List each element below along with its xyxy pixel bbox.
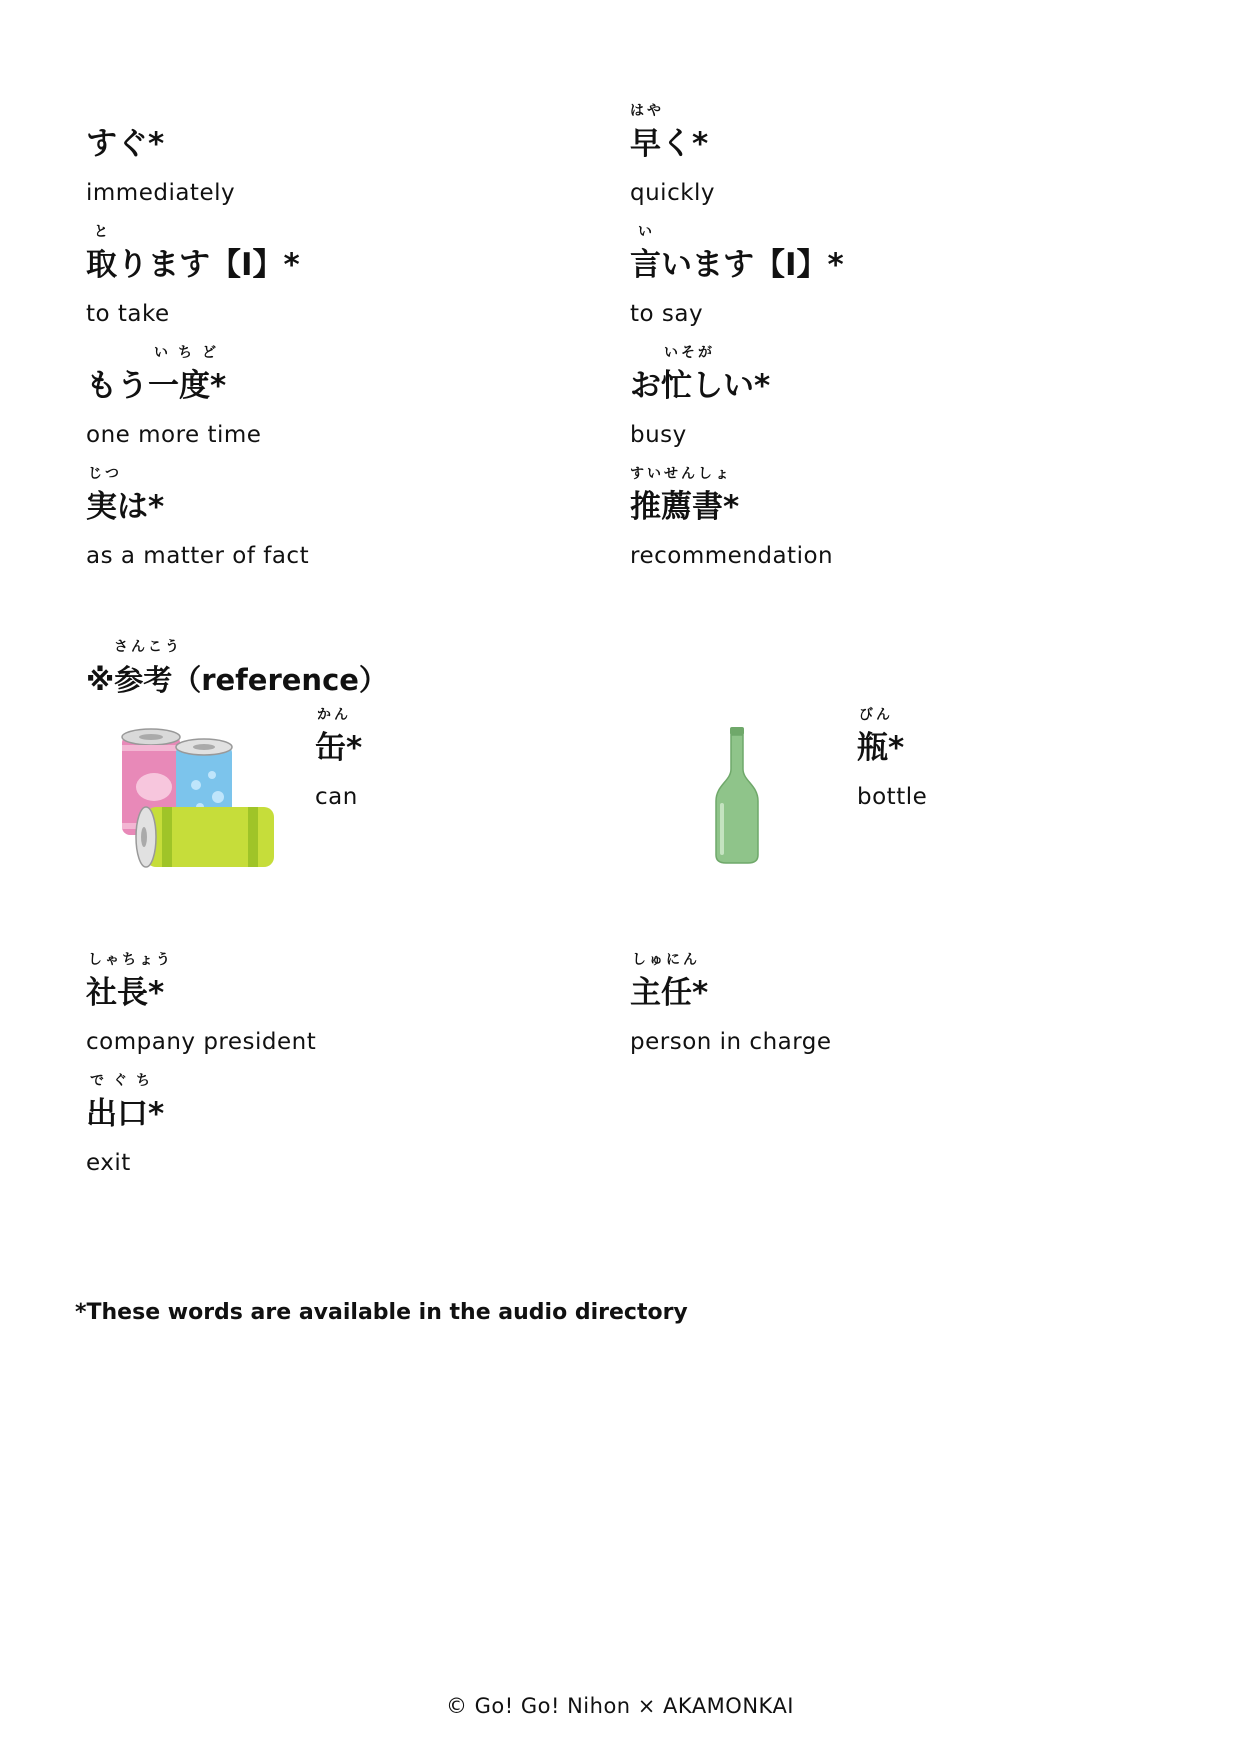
furigana: でぐち: [90, 1073, 159, 1089]
furigana: すいせんしょ: [630, 466, 732, 482]
cans-illustration: [114, 725, 284, 875]
vocab-entry: [630, 338, 1110, 450]
reference-term: [857, 700, 1240, 772]
vocab-word: 取ります【Ⅰ】*: [86, 247, 300, 283]
vocab-word: 推薦書*: [630, 489, 740, 525]
vocab-term: [630, 338, 1110, 410]
vocab-meaning: exit: [86, 1150, 131, 1176]
furigana: じつ: [88, 466, 122, 482]
reference-heading: [86, 632, 388, 704]
vocab-entry: [86, 96, 566, 208]
vocab-entry: [86, 1066, 566, 1178]
vocab-word: 社長*: [86, 975, 165, 1011]
vocab-entry: [630, 945, 1110, 1057]
vocab-entry: [630, 96, 1110, 208]
vocab-meaning: to take: [86, 301, 170, 327]
vocab-term: [86, 96, 566, 168]
vocab-entry: [86, 459, 566, 571]
vocab-entry: [86, 338, 566, 450]
vocab-word: もう一度*: [86, 368, 227, 404]
vocab-term: [86, 459, 566, 531]
vocab-meaning: company president: [86, 1029, 317, 1055]
vocab-meaning: immediately: [86, 180, 236, 206]
furigana: しゃちょう: [88, 952, 173, 968]
reference-entry: [857, 700, 1240, 812]
vocab-term: [630, 945, 1110, 1017]
vocab-word: 言います【Ⅰ】*: [630, 247, 844, 283]
furigana: はや: [630, 103, 664, 119]
vocab-meaning: person in charge: [630, 1029, 832, 1055]
furigana: びん: [859, 707, 893, 723]
vocab-term: [630, 96, 1110, 168]
vocab-term: [86, 217, 566, 289]
vocab-entry: [630, 459, 1110, 571]
vocab-meaning: recommendation: [630, 543, 834, 569]
furigana: かん: [317, 707, 351, 723]
vocab-word: すぐ*: [86, 126, 165, 162]
vocab-word: 早く*: [630, 126, 709, 162]
reference-word: 瓶*: [857, 730, 905, 766]
vocab-word: 実は*: [86, 489, 165, 525]
furigana: さんこう: [114, 639, 182, 655]
vocab-term: [86, 1066, 566, 1138]
furigana: い: [638, 224, 655, 240]
furigana: いそが: [664, 345, 715, 361]
vocab-term: [86, 945, 566, 1017]
audio-footnote: *These words are available in the audio directory: [75, 1300, 688, 1325]
vocab-word: お忙しい*: [630, 368, 771, 404]
vocab-meaning: busy: [630, 422, 687, 448]
reference-title: ※参考（reference）: [86, 663, 388, 697]
reference-meaning: can: [315, 784, 358, 810]
vocab-meaning: to say: [630, 301, 704, 327]
reference-term: [86, 632, 388, 704]
vocab-term: [630, 217, 1110, 289]
furigana: と: [94, 224, 111, 240]
furigana: いちど: [154, 345, 226, 361]
vocab-term: [630, 459, 1110, 531]
bottle-illustration: [712, 725, 762, 865]
vocab-meaning: as a matter of fact: [86, 543, 310, 569]
vocab-entry: [86, 945, 566, 1057]
vocab-entry: [86, 217, 566, 329]
vocab-word: 出口*: [86, 1096, 165, 1132]
furigana: しゅにん: [632, 952, 700, 968]
vocab-meaning: one more time: [86, 422, 262, 448]
green-can: [136, 807, 274, 867]
vocab-word: 主任*: [630, 975, 709, 1011]
reference-word: 缶*: [315, 730, 363, 766]
vocab-entry: [630, 217, 1110, 329]
vocab-term: [86, 338, 566, 410]
vocab-meaning: quickly: [630, 180, 716, 206]
reference-meaning: bottle: [857, 784, 928, 810]
copyright-footer: © Go! Go! Nihon × AKAMONKAI: [445, 1694, 794, 1718]
